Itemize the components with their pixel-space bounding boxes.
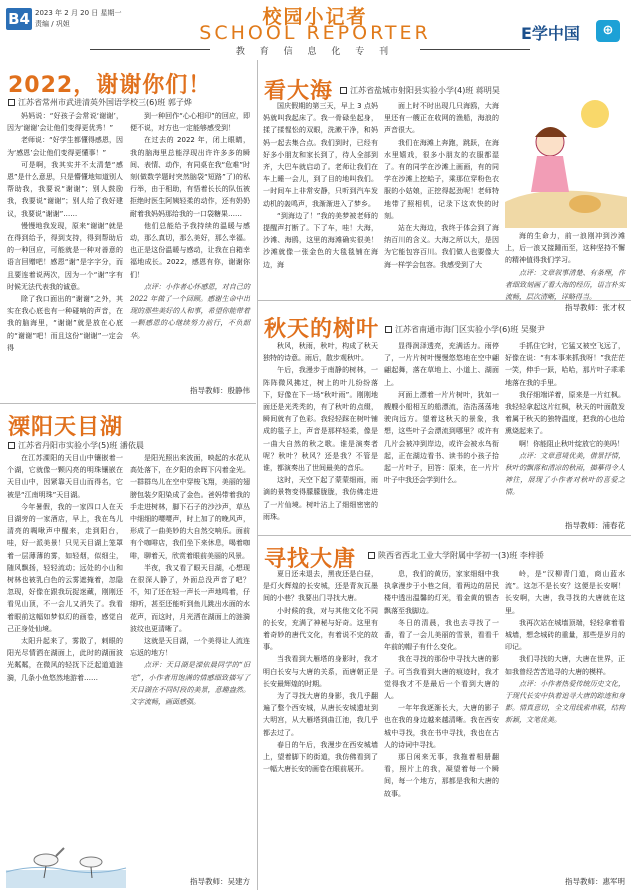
- article-column: 息，我们的黄历，家家细细中我执拿漫步于小巷之间，看两边的居民楼中透出温馨的灯光，看金黄的银杏飘落至我脚边。 冬日的清晨，我也去寻找了一番，看了一会儿美丽的雪景，看看千年前的帽子有什么变化。 我在寻找的那份中寻找大唐的影子。可当我看到大唐的痕迹时，我才觉得我才不是最后一个看到大唐的人。 一年年我逐渐长大，大唐的影子也在我的身边越来越清晰。我在西安城中寻找，我在书中寻找，我也在古人的诗词中寻找。 那日闲来无事，我拖着相册翻看，照片上的我，凝望着每一个瞬间，每一个地方，那都是我和大唐的故事。: [384, 570, 499, 798]
- article-title: 寻找大唐: [264, 547, 357, 572]
- masthead-english: SCHOOL REPORTER: [199, 22, 431, 44]
- teacher-credit: 指导教师：惠军明: [565, 877, 625, 886]
- brand-plus-icon: ⊕: [596, 20, 620, 42]
- article-column: 秋风，秋雨，秋叶，构成了秋天独特的诗意。雨后，散步观秋叶。 午后，我漫步于南静的树林，一阵阵微风拂过，树上的叶儿纷纷落下，好像在下一场“秋叶雨”。刚刚地面还是光秃秃的，有了秋叶的点缀，瞬间就有了色彩。我轻轻踩在树叶铺成的毯子上，声音是那样轻柔，像是一曲大自然的秋之歌。谁是演奏者呢？秋叶？秋风？还是我？不管是谁，都演奏出了世间最美的音乐。 这时，天空下起了蒙蒙细雨，雨滴的景物变得朦朦胧胧，我仿佛走进了一片仙境。树叶沾上了细细密密的雨珠。: [263, 342, 378, 521]
- masthead-chinese: 校园小记者: [262, 6, 368, 28]
- column-divider: [257, 60, 258, 890]
- article-column: 夏日还未退去，黑夜还是白昼，是灯火辉煌的长安城，还是青灰瓦墨间的小巷？我要出门寻找大唐。 小时候的我，对与其他文化不同的长安，充满了神秘与好奇。这里有着奇妙的唐代文化，有着说不完的故事。 当我看到大雁塔的身影时，我才明白长安与大唐的关系，而唐朝正是长安最辉煌的时期。 为了寻找大唐的身影，我几乎翻遍了整个西安城，从唐长安城遗址到大明宫，从大雁塔到曲江池，我几乎都去过了。 春日的午后，我漫步在西安城墙上，望着脚下的街道，我仿佛看到了一幅大唐长安的画卷在眼前展开。: [263, 570, 378, 774]
- article-byline: 江苏省盐城市射阳县实验小学(4)班 蒋明昊: [340, 85, 500, 96]
- heron-lake-illustration: [6, 840, 126, 888]
- article-column: 岭，是“汉柳青门道，商山蓝水流”。这怎不是长安？这便是长安啊！长安啊，大唐，我寻找的大唐就在这里。 我再次站在城墙顶端，轻轻拿着看城墙，想念城砖的重量，那些是岁月的印记。 我们寻找的大唐，大唐在世界，正如我曾经苦苦追寻的大唐的模样。 点评：小作者热爱传统历史文化，于现代长安中执着追寻大唐的踪迹和身影。情真意切，全文用线索串联，结构新颖，文笔优美。: [505, 570, 625, 725]
- issue-date: 2023 年 2 月 20 日 星期一: [35, 9, 122, 17]
- article-byline: 江苏省南通市海门区实验小学(6)班 吴聚尹: [385, 324, 545, 335]
- editor-credit: 责编 / 巩妲: [35, 20, 70, 28]
- article-byline: 陕西省西北工业大学附属中学初一(3)班 李梓骄: [368, 550, 544, 561]
- teacher-credit: 指导教师：吴建方: [190, 877, 250, 886]
- article-byline: 江苏省丹阳市实验小学(5)班 潘依晨: [8, 440, 144, 451]
- masthead-rule-left: [90, 49, 210, 50]
- article-title: 溧阳天目湖: [8, 415, 124, 440]
- article-column: 海的生命力，前一浪刚冲到沙滩上，后一浪又接踵而至，这种坚持不懈的精神值得我们学习。 点评：文章叙事清楚、有条理，作者细致刻画了看大海的经历，语言朴实流畅，层次清晰，详略得当。: [505, 232, 625, 302]
- article-title: 看大海: [264, 79, 334, 104]
- article-column: 在江苏溧阳的天目山中镶嵌着一个湖，它就像一颗闪亮的明珠镶嵌在天目山中，因紧靠天目山而得名，它被是“江南明珠”天目湖。 今年暑假，我的一家四口人在天目湖旁的一家酒店，早上，我在鸟儿清亮的啁啾声中醒来，走到阳台，哇，好一派美景！只见天目湖上笼罩着一层薄薄的雾，如轻烟，似细尘，随风飘扬，轻轻流动；远处的小山和树林也被乳白色的云雾遮掩着，忽隐忽现，好像在跟我玩捉迷藏，刚刚还看见山顶，不一会儿又消失了。我看着眼前这幅如梦似幻的画卷，感觉自己正身处仙境。 太阳升起来了，雾散了，刺眼的阳光尽情洒在湖面上，此时的湖面波光粼粼，在微风的轻抚下泛起道道涟漪，几条小鱼悠然地游着……: [7, 454, 123, 682]
- page-number-badge: B4: [6, 8, 32, 30]
- article-column: 显得润泽透亮，充满活力。雨停了，一片片树叶慢慢悠悠地在空中翩翩起舞，落在草地上、小道上、湖面上。 河面上漂着一片片树叶，犹如一艘艘小船相互的船漂流，浩浩荡荡地驶向远方。望着这秋天的景象，我想，这些叶子会漂流到哪里？或许有几片会被冲到岸边，或许会被水鸟衔起，正在湖边看书、读书的小孩子拾起一片叶子，回答：原来，在一片片叶子中我还会学到什么。: [384, 342, 499, 485]
- article-column: 是阳光照出来波面，映起的水花从高处落下，在夕阳的余晖下闪着金光。一群群鸟儿在空中穿梭飞翔，美丽的翅膀包装夕阳染成了金色。爸妈带着我的手走进树林，脚下石子的沙沙声，草丛中细细的嘤嘤声，时上加了的晚风声，形成了一曲美妙的大自然交响乐。面前有个咖啡店，我们坐下来休息，喝着咖啡，聊着天，欣赏着眼前美丽的风景。 半夜，我又看了眼天目湖，心想现在很深人静了，外面总没声音了吧？不，知了还在轻一声长一声地鸣着，仔细听，甚至还能听到鱼儿跳出水面的水花声，而这时，月光洒在湖面上的涟漪波纹也更清晰了。 这就是天目湖，一个美得让人流连忘返的地方！ 点评：天目湖是溧依晨同学的“旧宅”，小作者用饱满的情感细致描写了天目湖在不同时段的美景，意趣盎然。文字流畅，画面感强。: [130, 454, 250, 707]
- article-title: 2022，谢谢你们！: [8, 73, 212, 98]
- masthead-rule-right: [420, 49, 530, 50]
- brand-logo-text: E学中国: [521, 24, 580, 43]
- article-column: 手抓住它时，它猛又被空飞远了，好像在说：“有本事来抓我呀！”我茫茫一笑，伸手一跃，哈哈，那片叶子乖乖地落在我的手里。 我仔细端详着，原来是一片红枫。我轻轻拿起这片红枫，秋天的叶面散发着属于秋天的独特温度，把我的心也给熏烧起来了。 啊！你能阻止秋叶绽放它的美吗！ 点评：文章意境优美，借景抒情，秋叶的飘落和清凉的秋雨，描摹得令人神往，展现了小作者对秋叶的喜爱之情。: [505, 342, 625, 497]
- article-byline: 江苏省常州市武进清英外国语学校三(6)班 郭子烨: [8, 97, 192, 108]
- section-divider-right-2: [258, 535, 631, 536]
- teacher-credit: 指导教师：张才权: [565, 303, 625, 312]
- article-column: 到一种回作“心心相印”的回应，即便不说，对方也一定能够感受到！ 在过去的 2022 年，闭上眼睛，我的脑海里总能浮现出许许多多的瞬间、表情、动作，有同桌在我“危难”时刻(做数学题时突然脑袋“短路”了)的私行举，由于相助，有悟着长长的队伍被拒绝时医生阿姨轻柔的动作，还有奶奶耐着我妈妈那给我的一口袋糖果…… 他们总能给予我持续的温暖与感动，那么真切，那么美好，那么幸福。也正是这份温暖与感动，让我在自箱幸福地成长。2022，感恩有你，谢谢你们！ 点评：小作者心怀感恩，对自己的 2022 年做了一个回顾。感谢生命中出现的那些美好的人和事，希望你能带着一颗感恩的心继续努力前行，不负韶华。: [130, 112, 250, 340]
- article-column: 国庆假期的第三天，早上 3 点妈妈就叫我起床了。我一骨碌坐起身，揉了揉惺忪的双眼，洗漱干净，和妈妈一起去集合点。我们到时，已经有好多小朋友和家长到了，待人全部到齐，大巴车就启动了。老师让我们在车上睡一会儿，到了目的地叫我们。一时间车上非常安静，只听到汽车发动机的轰鸣声，我渐渐进入了梦乡。 “到海边了！”我的美梦被老师的提醒声打断了。下了车，哇！大海，沙滩、海鸥，这里的海滩确实很美！沙滩就像一张金色的大毯毯铺在海边，海: [263, 102, 378, 269]
- article-column: 妈妈说：“好孩子会常说‘谢谢’，因为‘谢谢’会让他们变得更优秀！” 老师说：“好学生都懂得感恩，因为‘感恩’会让他们变得更懂事！” 可是啊，我其实并不太清楚“感恩”是什么意思，只是懵懂地知道别人帮助我，我要说“谢谢”；别人鼓励我，我要说“谢谢”；别人给了我好建议，我要说“谢谢”…… 慢慢地我发现，原来“谢谢”就是在得到给予，得到支持，得到帮助后的一种回应，可能就是一种对善意的语言回赠吧！感恩“谢”是字字分，而且要连着说两次，因为一个“谢”字有时候无法代表我的诚意。 除了我口面出的“谢谢”之外，其实在我心底也有一种碰响的声音，在我的脑海里，“谢谢”就是放在心底的“谢谢”吧！而且这份“谢谢”一定会得: [7, 112, 123, 352]
- page-header: [0, 0, 631, 58]
- section-divider-left: [0, 403, 256, 404]
- article-column: 面上时不时出现几只海鸥，大海里还有一艘正在收网的渔船，海浪的声音很大。 我们在海滩上奔跑，跳跃，在海水里嬉戏，很多小朋友的衣服都湿了。有的同学在沙滩上画画，有的同学在沙滩上挖蛤子，乘那位穿粉色衣服的小姑娘，正挖得起劲呢！老师特地带了照相机，记录下这欢快的时刻。 站在大海边，我终于体会到了海纳百川的含义。大海之所以大，是因为它能包容百川。我们做人也要像大海一样学会包容。我感受到了大: [384, 102, 499, 269]
- teacher-credit: 指导教师：浦春花: [565, 521, 625, 530]
- teacher-credit: 指导教师：殷静伟: [190, 386, 250, 395]
- masthead-subtitle: 教 育 信 息 化 专 刊: [235, 47, 395, 57]
- article-title: 秋天的树叶: [264, 317, 380, 342]
- girl-beach-illustration: [505, 92, 627, 228]
